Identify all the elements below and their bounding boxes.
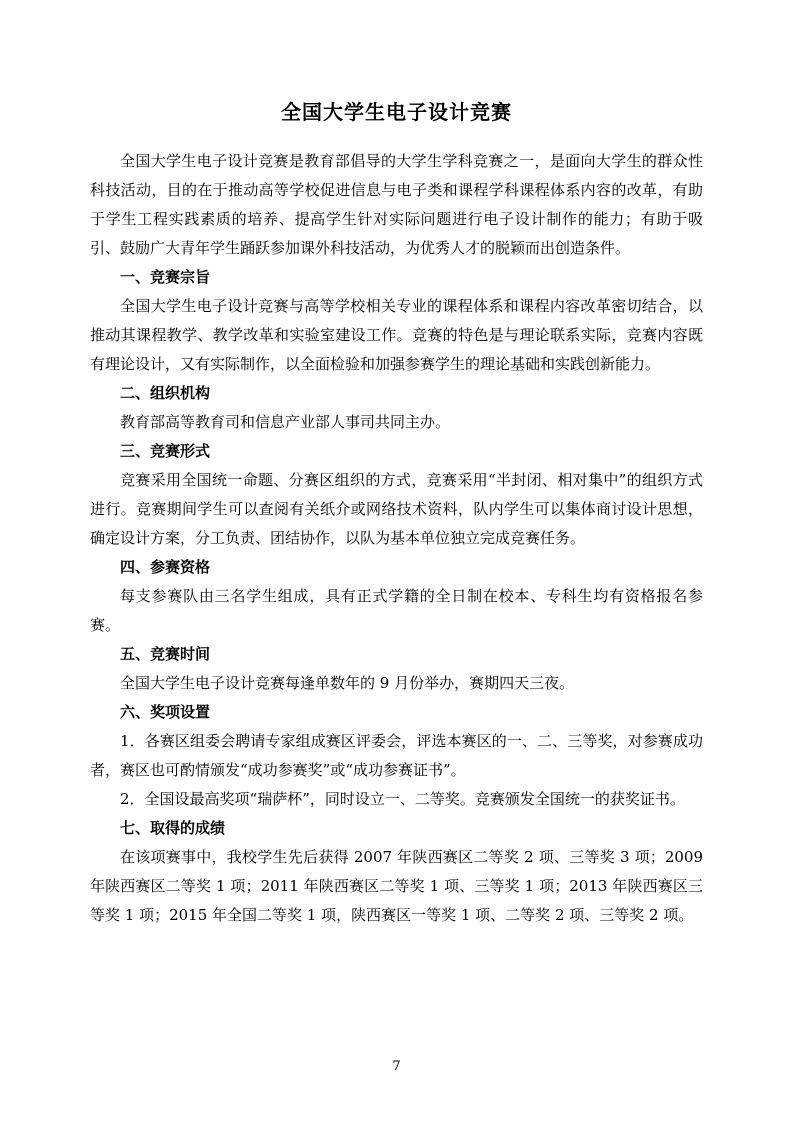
paragraph-section-3: 竞赛采用全国统一命题、分赛区组织的方式，竞赛采用“半封闭、相对集中”的组织方式进行。竞赛期间学生可以查阅有关纸介或网络技术资料，队内学生可以集体商讨设计思想，确定设计方案，分工负责、团结协作，以队为基本单位独立完成竞赛任务。 [90, 471, 703, 547]
section-heading-1: 一、竞赛宗旨 [120, 268, 211, 286]
paragraph-section-5: 全国大学生电子设计竞赛每逢单数年的 9 月份举办，赛期四天三夜。 [120, 674, 575, 692]
paragraph-section-6-item-2: 2．全国设最高奖项“瑞萨杯”，同时设立一、二等奖。竞赛颁发全国统一的获奖证书。 [120, 790, 685, 808]
section-heading-5: 五、竞赛时间 [120, 645, 211, 663]
page-title: 全国大学生电子设计竞赛 [281, 100, 512, 124]
paragraph-section-4: 每支参赛队由三名学生组成，具有正式学籍的全日制在校本、专科生均有资格报名参赛。 [90, 587, 703, 634]
section-heading-2: 二、组织机构 [120, 384, 211, 402]
section-heading-4: 四、参赛资格 [120, 558, 211, 576]
document-body [90, 147, 703, 930]
section-heading-7: 七、取得的成绩 [120, 819, 226, 837]
paragraph-intro: 全国大学生电子设计竞赛是教育部倡导的大学生学科竞赛之一，是面向大学生的群众性科技活动，目的在于推动高等学校促进信息与电子类和课程学科课程体系内容的改革，有助于学生工程实践素质的培养、提高学生针对实际问题进行电子设计制作的能力；有助于吸引、鼓励广大青年学生踊跃参加课外科技活动，为优秀人才的脱颖而出创造条件。 [90, 152, 703, 257]
section-heading-6: 六、奖项设置 [120, 703, 211, 721]
paragraph-section-1: 全国大学生电子设计竞赛与高等学校相关专业的课程体系和课程内容改革密切结合，以推动其课程教学、教学改革和实验室建设工作。竞赛的特色是与理论联系实际，竞赛内容既有理论设计，又有实际制作，以全面检验和加强参赛学生的理论基础和实践创新能力。 [90, 297, 703, 373]
paragraph-section-6-item-1: 1．各赛区组委会聘请专家组成赛区评委会，评选本赛区的一、二、三等奖，对参赛成功者，赛区也可酌情颁发“成功参赛奖”或“成功参赛证书”。 [90, 732, 703, 779]
paragraph-section-2: 教育部高等教育司和信息产业部人事司共同主办。 [120, 413, 451, 431]
page-number: 7 [392, 1059, 401, 1074]
paragraph-section-7: 在该项赛事中，我校学生先后获得 2007 年陕西赛区二等奖 2 项、三等奖 3 项；2009 年陕西赛区二等奖 1 项；2011 年陕西赛区二等奖 1 项、三等奖 1 项；2013 年陕西赛区三等奖 1 项；2015 年全国二等奖 1 项，陕西赛区一等奖 1 项、二等奖 2 项、三等奖 2 项。 [90, 848, 703, 924]
section-heading-3: 三、竞赛形式 [120, 442, 211, 460]
